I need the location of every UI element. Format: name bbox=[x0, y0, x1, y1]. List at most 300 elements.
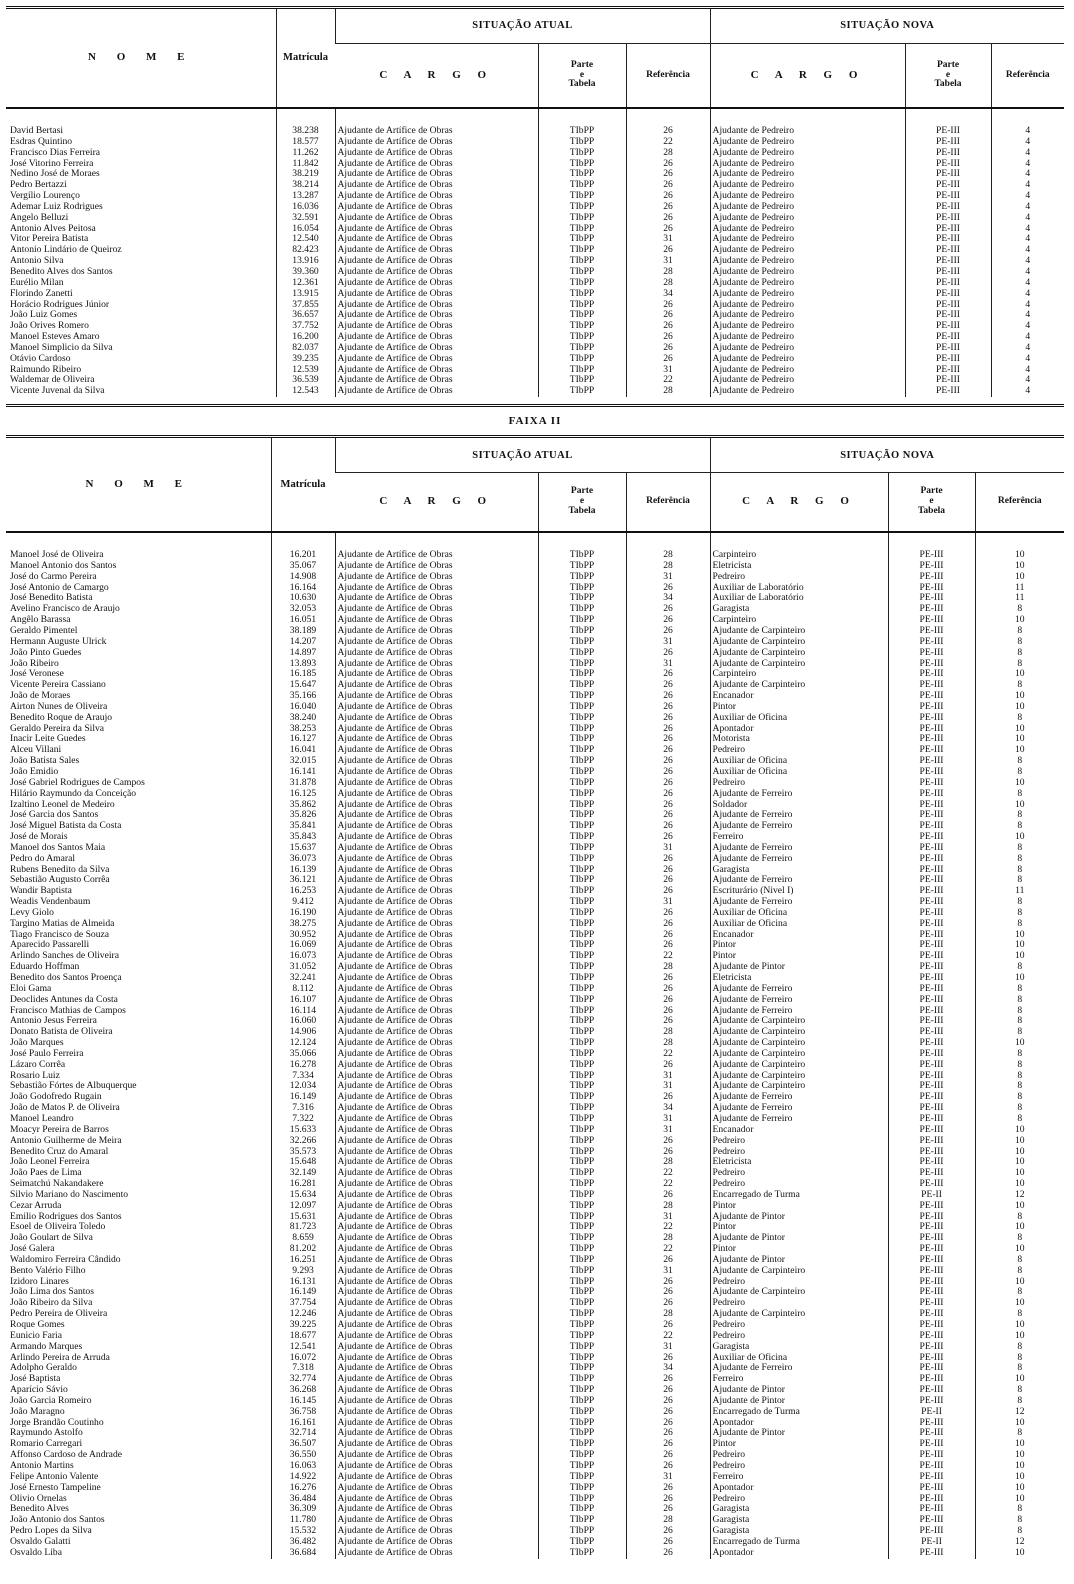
matricula-cell: 38.275 bbox=[271, 919, 335, 930]
cargo-nova-cell: Ajudante de Pedreiro bbox=[710, 213, 905, 224]
referencia-nova-cell: 11 bbox=[975, 583, 1064, 594]
referencia-atual-cell: 28 bbox=[626, 267, 710, 278]
parte-tabela-nova-cell: PE-III bbox=[888, 767, 975, 778]
nome-cell: Antonio Guilherme de Meira bbox=[10, 1135, 122, 1146]
referencia-nova-cell: 10 bbox=[975, 1374, 1064, 1385]
referencia-atual-cell: 26 bbox=[626, 245, 710, 256]
nome-cell: Bento Valério Filho bbox=[10, 1265, 86, 1276]
matricula-cell: 32.714 bbox=[271, 1428, 335, 1439]
matricula-cell: 36.758 bbox=[271, 1407, 335, 1418]
parte-tabela-atual-cell: TIbPP bbox=[538, 1212, 626, 1223]
table-row bbox=[6, 1385, 1064, 1396]
nome-cell: Ademar Luiz Rodrigues bbox=[10, 201, 103, 212]
matricula-cell: 37.754 bbox=[271, 1298, 335, 1309]
referencia-atual-cell: 26 bbox=[626, 789, 710, 800]
table-row bbox=[6, 332, 1064, 343]
parte-tabela-atual-cell: TIbPP bbox=[538, 1049, 626, 1060]
cargo-nova-cell: Garagista bbox=[710, 604, 888, 615]
matricula-cell: 32.149 bbox=[271, 1168, 335, 1179]
parte-tabela-atual-cell: TIbPP bbox=[538, 637, 626, 648]
cargo-atual-cell: Ajudante de Artífice de Obras bbox=[335, 1114, 538, 1125]
matricula-cell: 16.131 bbox=[271, 1277, 335, 1288]
referencia-atual-cell: 26 bbox=[626, 1353, 710, 1364]
cargo-nova-cell: Ajudante de Ferreiro bbox=[710, 854, 888, 865]
table-row bbox=[6, 234, 1064, 245]
referencia-atual-cell: 26 bbox=[626, 1537, 710, 1548]
nome-cell: João Lima dos Santos bbox=[10, 1287, 94, 1298]
matricula-cell: 16.127 bbox=[271, 734, 335, 745]
col-nome: N O M E bbox=[85, 477, 191, 490]
referencia-atual-cell: 26 bbox=[626, 745, 710, 756]
parte-tabela-atual-cell: TIbPP bbox=[538, 332, 626, 343]
matricula-cell: 15.637 bbox=[271, 843, 335, 854]
cargo-nova-cell: Ajudante de Pedreiro bbox=[710, 224, 905, 235]
cargo-nova-cell: Pedreiro bbox=[710, 778, 888, 789]
parte-tabela-atual-cell: TIbPP bbox=[538, 984, 626, 995]
parte-tabela-nova-cell: PE-III bbox=[888, 1353, 975, 1364]
table-row bbox=[6, 126, 1064, 137]
referencia-nova-cell: 10 bbox=[975, 832, 1064, 843]
nome-cell: Vicente Pereira Cassiano bbox=[10, 680, 106, 691]
matricula-cell: 39.360 bbox=[276, 267, 335, 278]
referencia-nova-cell: 4 bbox=[991, 159, 1064, 170]
referencia-nova-cell: 8 bbox=[975, 1114, 1064, 1125]
referencia-nova-cell: 4 bbox=[991, 310, 1064, 321]
cargo-atual-cell: Ajudante de Artífice de Obras bbox=[335, 1374, 538, 1385]
nome-cell: Lázaro Corrêa bbox=[10, 1059, 66, 1070]
nome-cell: Waldomiro Ferreira Cândido bbox=[10, 1254, 121, 1265]
table-row bbox=[6, 1168, 1064, 1179]
referencia-nova-cell: 8 bbox=[975, 1060, 1064, 1071]
cargo-atual-cell: Ajudante de Artífice de Obras bbox=[335, 137, 538, 148]
col-situacao-atual: SITUAÇÃO ATUAL bbox=[335, 9, 710, 44]
cargo-nova-cell: Auxiliar de Oficina bbox=[710, 713, 888, 724]
referencia-atual-cell: 26 bbox=[626, 1407, 710, 1418]
matricula-cell: 35.166 bbox=[271, 691, 335, 702]
parte-tabela-atual-cell: TIbPP bbox=[538, 365, 626, 376]
parte-tabela-nova-cell: PE-III bbox=[888, 843, 975, 854]
cargo-nova-cell: Pintor bbox=[710, 1244, 888, 1255]
referencia-nova-cell: 10 bbox=[975, 1168, 1064, 1179]
col-parte-tabela-nova: Parte e Tabela bbox=[905, 44, 991, 109]
cargo-nova-cell: Pedreiro bbox=[710, 1494, 888, 1505]
referencia-atual-cell: 31 bbox=[626, 1212, 710, 1223]
parte-tabela-nova-cell: PE-III bbox=[888, 951, 975, 962]
parte-tabela-nova-cell: PE-III bbox=[888, 1049, 975, 1060]
table-row bbox=[6, 169, 1064, 180]
nome-cell: Raymundo Astolfo bbox=[10, 1428, 83, 1439]
referencia-nova-cell: 4 bbox=[991, 267, 1064, 278]
parte-tabela-nova-cell: PE-III bbox=[888, 745, 975, 756]
referencia-atual-cell: 34 bbox=[626, 1363, 710, 1374]
matricula-cell: 36.121 bbox=[271, 875, 335, 886]
nome-cell: Antonio Jesus Ferreira bbox=[10, 1016, 97, 1027]
nome-cell: Osvaldo Liba bbox=[10, 1547, 62, 1558]
referencia-nova-cell: 8 bbox=[975, 908, 1064, 919]
parte-tabela-nova-cell: PE-III bbox=[888, 1439, 975, 1450]
referencia-atual-cell: 26 bbox=[626, 734, 710, 745]
cargo-atual-cell: Ajudante de Artífice de Obras bbox=[335, 1331, 538, 1342]
table-row bbox=[6, 724, 1064, 735]
referencia-nova-cell: 10 bbox=[975, 1136, 1064, 1147]
table-row bbox=[6, 1103, 1064, 1114]
referencia-atual-cell: 22 bbox=[626, 1179, 710, 1190]
nome-cell: Izidoro Linares bbox=[10, 1276, 69, 1287]
col-cargo-nova: C A R G O bbox=[710, 473, 888, 533]
referencia-atual-cell: 31 bbox=[626, 637, 710, 648]
table-row bbox=[6, 984, 1064, 995]
nome-cell: Wandir Baptista bbox=[10, 886, 72, 897]
matricula-cell: 7.316 bbox=[271, 1103, 335, 1114]
parte-tabela-atual-cell: TIbPP bbox=[538, 800, 626, 811]
matricula-cell: 36.482 bbox=[271, 1537, 335, 1548]
parte-tabela-nova-cell: PE-III bbox=[888, 886, 975, 897]
parte-tabela-atual-cell: TIbPP bbox=[538, 1418, 626, 1429]
cargo-atual-cell: Ajudante de Artífice de Obras bbox=[335, 973, 538, 984]
table-row bbox=[6, 648, 1064, 659]
table-row bbox=[6, 962, 1064, 973]
parte-tabela-nova-cell: PE-III bbox=[888, 713, 975, 724]
cargo-atual-cell: Ajudante de Artífice de Obras bbox=[335, 202, 538, 213]
referencia-atual-cell: 31 bbox=[626, 365, 710, 376]
matricula-cell: 12.361 bbox=[276, 278, 335, 289]
cargo-atual-cell: Ajudante de Artífice de Obras bbox=[335, 875, 538, 886]
cargo-atual-cell: Ajudante de Artífice de Obras bbox=[335, 1494, 538, 1505]
cargo-nova-cell: Ajudante de Pedreiro bbox=[710, 234, 905, 245]
referencia-atual-cell: 26 bbox=[626, 202, 710, 213]
cargo-atual-cell: Ajudante de Artífice de Obras bbox=[335, 789, 538, 800]
parte-tabela-nova-cell: PE-III bbox=[888, 724, 975, 735]
cargo-atual-cell: Ajudante de Artífice de Obras bbox=[335, 1298, 538, 1309]
referencia-nova-cell: 10 bbox=[975, 1461, 1064, 1472]
col-situacao-atual: SITUAÇÃO ATUAL bbox=[335, 438, 710, 473]
parte-tabela-atual-cell: TIbPP bbox=[538, 191, 626, 202]
nome-cell: José Garcia dos Santos bbox=[10, 810, 99, 821]
table-row bbox=[6, 832, 1064, 843]
cargo-nova-cell: Pintor bbox=[710, 940, 888, 951]
cargo-atual-cell: Ajudante de Artífice de Obras bbox=[335, 962, 538, 973]
referencia-atual-cell: 31 bbox=[626, 897, 710, 908]
parte-tabela-nova-cell: PE-III bbox=[905, 267, 991, 278]
table-row bbox=[6, 1027, 1064, 1038]
matricula-cell: 32.266 bbox=[271, 1136, 335, 1147]
cargo-nova-cell: Ajudante de Pedreiro bbox=[710, 386, 905, 397]
referencia-atual-cell: 34 bbox=[626, 1103, 710, 1114]
nome-cell: José Benedito Batista bbox=[10, 593, 93, 604]
table-row bbox=[6, 561, 1064, 572]
cargo-atual-cell: Ajudante de Artífice de Obras bbox=[335, 1201, 538, 1212]
nome-cell: Levy Giolo bbox=[10, 907, 54, 918]
cargo-atual-cell: Ajudante de Artífice de Obras bbox=[335, 1136, 538, 1147]
table-row bbox=[6, 1287, 1064, 1298]
referencia-atual-cell: 26 bbox=[626, 343, 710, 354]
parte-tabela-nova-cell: PE-III bbox=[888, 1125, 975, 1136]
parte-tabela-nova-cell: PE-III bbox=[888, 995, 975, 1006]
cargo-nova-cell: Ajudante de Pedreiro bbox=[710, 191, 905, 202]
parte-tabela-nova-cell: PE-III bbox=[888, 1548, 975, 1559]
parte-tabela-atual-cell: TIbPP bbox=[538, 962, 626, 973]
cargo-atual-cell: Ajudante de Artífice de Obras bbox=[335, 365, 538, 376]
matricula-cell: 31.052 bbox=[271, 962, 335, 973]
parte-tabela-nova-cell: PE-III bbox=[888, 1504, 975, 1515]
parte-tabela-atual-cell: TIbPP bbox=[538, 137, 626, 148]
parte-tabela-nova-cell: PE-III bbox=[905, 180, 991, 191]
matricula-cell: 38.219 bbox=[276, 169, 335, 180]
referencia-atual-cell: 26 bbox=[626, 756, 710, 767]
cargo-atual-cell: Ajudante de Artífice de Obras bbox=[335, 343, 538, 354]
cargo-atual-cell: Ajudante de Artífice de Obras bbox=[335, 843, 538, 854]
parte-tabela-nova-cell: PE-III bbox=[888, 1374, 975, 1385]
cargo-nova-cell: Ajudante de Pintor bbox=[710, 1233, 888, 1244]
parte-tabela-nova-cell: PE-III bbox=[888, 1114, 975, 1125]
referencia-atual-cell: 26 bbox=[626, 886, 710, 897]
table-row bbox=[6, 300, 1064, 311]
nome-cell: João Ribeiro da Silva bbox=[10, 1298, 93, 1309]
nome-cell: João Antonio dos Santos bbox=[10, 1515, 105, 1526]
referencia-nova-cell: 8 bbox=[975, 756, 1064, 767]
nome-cell: Manoel dos Santos Maia bbox=[10, 842, 106, 853]
cargo-nova-cell: Pedreiro bbox=[710, 1320, 888, 1331]
referencia-nova-cell: 10 bbox=[975, 1157, 1064, 1168]
referencia-nova-cell: 8 bbox=[975, 962, 1064, 973]
table-row bbox=[6, 1212, 1064, 1223]
table-row bbox=[6, 854, 1064, 865]
referencia-nova-cell: 8 bbox=[975, 1212, 1064, 1223]
nome-cell: Esdras Quintino bbox=[10, 136, 73, 147]
referencia-atual-cell: 26 bbox=[626, 875, 710, 886]
parte-tabela-nova-cell: PE-III bbox=[888, 604, 975, 615]
parte-tabela-nova-cell: PE-III bbox=[888, 940, 975, 951]
referencia-nova-cell: 10 bbox=[975, 1277, 1064, 1288]
table-row bbox=[6, 191, 1064, 202]
parte-tabela-nova-cell: PE-III bbox=[905, 213, 991, 224]
cargo-atual-cell: Ajudante de Artífice de Obras bbox=[335, 583, 538, 594]
cargo-atual-cell: Ajudante de Artífice de Obras bbox=[335, 1548, 538, 1559]
table-row bbox=[6, 789, 1064, 800]
parte-tabela-nova-cell: PE-III bbox=[905, 148, 991, 159]
cargo-nova-cell: Ajudante de Pedreiro bbox=[710, 148, 905, 159]
matricula-cell: 7.334 bbox=[271, 1071, 335, 1082]
cargo-nova-cell: Ferreiro bbox=[710, 1374, 888, 1385]
matricula-cell: 18.677 bbox=[271, 1331, 335, 1342]
referencia-nova-cell: 4 bbox=[991, 191, 1064, 202]
parte-tabela-nova-cell: PE-III bbox=[888, 1244, 975, 1255]
cargo-nova-cell: Ajudante de Ferreiro bbox=[710, 984, 888, 995]
table-row bbox=[6, 289, 1064, 300]
parte-tabela-atual-cell: TIbPP bbox=[538, 1472, 626, 1483]
cargo-nova-cell: Carpinteiro bbox=[710, 615, 888, 626]
parte-tabela-nova-cell: PE-III bbox=[905, 375, 991, 386]
table-row bbox=[6, 702, 1064, 713]
table-row bbox=[6, 224, 1064, 235]
parte-tabela-atual-cell: TIbPP bbox=[538, 300, 626, 311]
parte-tabela-atual-cell: TIbPP bbox=[538, 930, 626, 941]
cargo-atual-cell: Ajudante de Artífice de Obras bbox=[335, 1363, 538, 1374]
matricula-cell: 16.200 bbox=[276, 332, 335, 343]
cargo-atual-cell: Ajudante de Artífice de Obras bbox=[335, 626, 538, 637]
referencia-nova-cell: 10 bbox=[975, 745, 1064, 756]
nome-cell: José Ernesto Tampeline bbox=[10, 1482, 101, 1493]
table-row bbox=[6, 1494, 1064, 1505]
nome-cell: Cezar Arruda bbox=[10, 1200, 62, 1211]
referencia-nova-cell: 8 bbox=[975, 659, 1064, 670]
referencia-atual-cell: 28 bbox=[626, 550, 710, 561]
cargo-atual-cell: Ajudante de Artífice de Obras bbox=[335, 375, 538, 386]
parte-tabela-atual-cell: TIbPP bbox=[538, 702, 626, 713]
matricula-cell: 12.540 bbox=[276, 234, 335, 245]
nome-cell: Benedito Roque de Araujo bbox=[10, 712, 113, 723]
referencia-nova-cell: 10 bbox=[975, 1418, 1064, 1429]
matricula-cell: 16.072 bbox=[271, 1353, 335, 1364]
referencia-atual-cell: 28 bbox=[626, 561, 710, 572]
referencia-atual-cell: 28 bbox=[626, 962, 710, 973]
parte-tabela-atual-cell: TIbPP bbox=[538, 1428, 626, 1439]
table-row bbox=[6, 1504, 1064, 1515]
parte-tabela-nova-cell: PE-III bbox=[888, 908, 975, 919]
matricula-cell: 16.114 bbox=[271, 1006, 335, 1017]
table-row bbox=[6, 995, 1064, 1006]
table-row bbox=[6, 1450, 1064, 1461]
parte-tabela-atual-cell: TIbPP bbox=[538, 1136, 626, 1147]
cargo-nova-cell: Apontador bbox=[710, 1418, 888, 1429]
referencia-atual-cell: 26 bbox=[626, 832, 710, 843]
matricula-cell: 36.657 bbox=[276, 310, 335, 321]
cargo-nova-cell: Eletricista bbox=[710, 973, 888, 984]
referencia-atual-cell: 28 bbox=[626, 148, 710, 159]
table-row bbox=[6, 1147, 1064, 1158]
parte-tabela-nova-cell: PE-III bbox=[888, 962, 975, 973]
matricula-cell: 38.253 bbox=[271, 724, 335, 735]
matricula-cell: 16.040 bbox=[271, 702, 335, 713]
parte-tabela-nova-cell: PE-III bbox=[888, 1526, 975, 1537]
cargo-nova-cell: Ajudante de Ferreiro bbox=[710, 897, 888, 908]
referencia-atual-cell: 22 bbox=[626, 1244, 710, 1255]
cargo-nova-cell: Auxiliar de Laboratório bbox=[710, 583, 888, 594]
cargo-atual-cell: Ajudante de Artífice de Obras bbox=[335, 1147, 538, 1158]
table-row bbox=[6, 1363, 1064, 1374]
table-row bbox=[6, 1255, 1064, 1266]
parte-tabela-nova-cell: PE-III bbox=[888, 637, 975, 648]
referencia-atual-cell: 26 bbox=[626, 1374, 710, 1385]
nome-cell: Arlindo Sanches de Oliveira bbox=[10, 951, 119, 962]
parte-tabela-nova-cell: PE-III bbox=[888, 1233, 975, 1244]
parte-tabela-atual-cell: TIbPP bbox=[538, 289, 626, 300]
cargo-atual-cell: Ajudante de Artífice de Obras bbox=[335, 234, 538, 245]
parte-tabela-nova-cell: PE-III bbox=[888, 648, 975, 659]
cargo-atual-cell: Ajudante de Artífice de Obras bbox=[335, 648, 538, 659]
referencia-nova-cell: 10 bbox=[975, 800, 1064, 811]
table-row bbox=[6, 800, 1064, 811]
parte-tabela-atual-cell: TIbPP bbox=[538, 908, 626, 919]
matricula-cell: 13.915 bbox=[276, 289, 335, 300]
nome-cell: Pedro Pereira de Oliveira bbox=[10, 1309, 108, 1320]
parte-tabela-nova-cell: PE-III bbox=[888, 1071, 975, 1082]
parte-tabela-nova-cell: PE-III bbox=[888, 832, 975, 843]
parte-tabela-atual-cell: TIbPP bbox=[538, 1038, 626, 1049]
nome-cell: Olivio Ornelas bbox=[10, 1493, 67, 1504]
nome-cell: José Miguel Batista da Costa bbox=[10, 821, 122, 832]
col-referencia-nova: Referência bbox=[975, 473, 1064, 533]
referencia-atual-cell: 26 bbox=[626, 321, 710, 332]
parte-tabela-atual-cell: TIbPP bbox=[538, 583, 626, 594]
table-body bbox=[6, 532, 1064, 1558]
cargo-nova-cell: Auxiliar de Oficina bbox=[710, 1353, 888, 1364]
referencia-atual-cell: 31 bbox=[626, 659, 710, 670]
cargo-atual-cell: Ajudante de Artífice de Obras bbox=[335, 865, 538, 876]
referencia-nova-cell: 10 bbox=[975, 973, 1064, 984]
parte-tabela-atual-cell: TIbPP bbox=[538, 1190, 626, 1201]
table-row bbox=[6, 810, 1064, 821]
parte-tabela-atual-cell: TIbPP bbox=[538, 1526, 626, 1537]
referencia-atual-cell: 26 bbox=[626, 1136, 710, 1147]
parte-tabela-atual-cell: TIbPP bbox=[538, 1374, 626, 1385]
referencia-nova-cell: 10 bbox=[975, 561, 1064, 572]
table-row bbox=[6, 659, 1064, 670]
referencia-atual-cell: 26 bbox=[626, 180, 710, 191]
referencia-atual-cell: 31 bbox=[626, 1114, 710, 1125]
referencia-nova-cell: 8 bbox=[975, 984, 1064, 995]
table-row bbox=[6, 637, 1064, 648]
cargo-atual-cell: Ajudante de Artífice de Obras bbox=[335, 332, 538, 343]
parte-tabela-nova-cell: PE-III bbox=[905, 224, 991, 235]
parte-tabela-atual-cell: TIbPP bbox=[538, 1222, 626, 1233]
parte-tabela-atual-cell: TIbPP bbox=[538, 1179, 626, 1190]
referencia-atual-cell: 26 bbox=[626, 300, 710, 311]
referencia-nova-cell: 10 bbox=[975, 940, 1064, 951]
referencia-nova-cell: 4 bbox=[991, 213, 1064, 224]
nome-cell: Tiago Francisco de Souza bbox=[10, 929, 110, 940]
table-row bbox=[6, 386, 1064, 397]
cargo-nova-cell: Pedreiro bbox=[710, 1136, 888, 1147]
cargo-atual-cell: Ajudante de Artífice de Obras bbox=[335, 767, 538, 778]
parte-tabela-atual-cell: TIbPP bbox=[538, 1157, 626, 1168]
cargo-nova-cell: Ajudante de Pedreiro bbox=[710, 180, 905, 191]
cargo-atual-cell: Ajudante de Artífice de Obras bbox=[335, 1233, 538, 1244]
referencia-atual-cell: 28 bbox=[626, 278, 710, 289]
cargo-atual-cell: Ajudante de Artífice de Obras bbox=[335, 1483, 538, 1494]
parte-tabela-atual-cell: TIbPP bbox=[538, 734, 626, 745]
parte-tabela-nova-cell: PE-III bbox=[888, 1396, 975, 1407]
table-row bbox=[6, 180, 1064, 191]
col-cargo-nova: C A R G O bbox=[710, 44, 905, 109]
nome-cell: João Luiz Gomes bbox=[10, 310, 78, 321]
cargo-nova-cell: Garagista bbox=[710, 865, 888, 876]
parte-tabela-nova-cell: PE-III bbox=[888, 1472, 975, 1483]
cargo-atual-cell: Ajudante de Artífice de Obras bbox=[335, 1537, 538, 1548]
cargo-atual-cell: Ajudante de Artífice de Obras bbox=[335, 256, 538, 267]
referencia-atual-cell: 26 bbox=[626, 1526, 710, 1537]
referencia-nova-cell: 10 bbox=[975, 1320, 1064, 1331]
parte-tabela-atual-cell: TIbPP bbox=[538, 1494, 626, 1505]
table-row bbox=[6, 365, 1064, 376]
col-situacao-nova: SITUAÇÃO NOVA bbox=[710, 438, 1064, 473]
table-row bbox=[6, 604, 1064, 615]
referencia-nova-cell: 4 bbox=[991, 137, 1064, 148]
matricula-cell: 12.246 bbox=[271, 1309, 335, 1320]
referencia-nova-cell: 8 bbox=[975, 1092, 1064, 1103]
cargo-atual-cell: Ajudante de Artífice de Obras bbox=[335, 908, 538, 919]
parte-tabela-nova-cell: PE-III bbox=[888, 1266, 975, 1277]
parte-tabela-nova-cell: PE-III bbox=[888, 1494, 975, 1505]
cargo-nova-cell: Ajudante de Pedreiro bbox=[710, 202, 905, 213]
parte-tabela-nova-cell: PE-III bbox=[888, 702, 975, 713]
cargo-atual-cell: Ajudante de Artífice de Obras bbox=[335, 995, 538, 1006]
matricula-cell: 16.051 bbox=[271, 615, 335, 626]
parte-tabela-atual-cell: TIbPP bbox=[538, 659, 626, 670]
matricula-cell: 7.318 bbox=[271, 1363, 335, 1374]
cargo-nova-cell: Pedreiro bbox=[710, 1179, 888, 1190]
parte-tabela-atual-cell: TIbPP bbox=[538, 1233, 626, 1244]
